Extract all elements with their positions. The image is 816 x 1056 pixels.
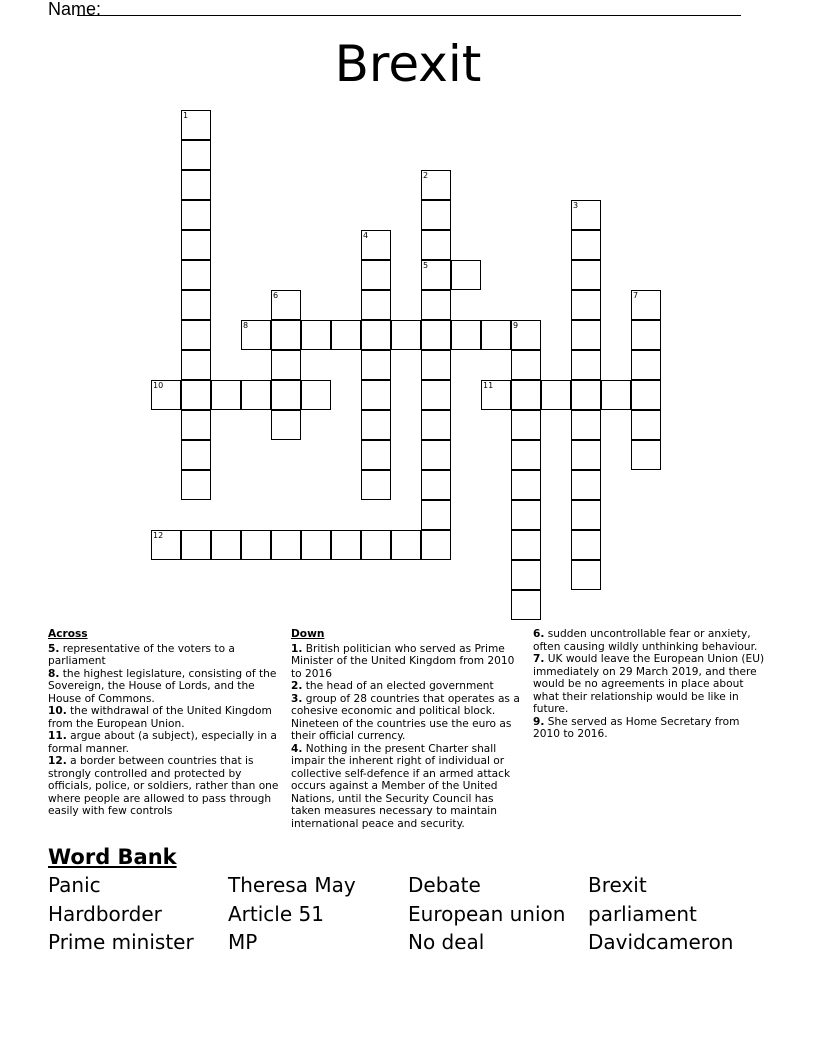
word-bank-item: Theresa May: [228, 873, 356, 897]
clue-number: 3: [573, 201, 579, 210]
grid-cell[interactable]: [181, 320, 211, 350]
grid-cell[interactable]: [181, 200, 211, 230]
grid-cell[interactable]: [361, 290, 391, 320]
grid-cell[interactable]: [361, 380, 391, 410]
clue-number: 1: [183, 111, 189, 120]
grid-cell[interactable]: [511, 560, 541, 590]
grid-cell[interactable]: [181, 380, 211, 410]
grid-cell[interactable]: [301, 320, 331, 350]
grid-cell[interactable]: [361, 440, 391, 470]
clue-item: [291, 680, 525, 693]
grid-cell[interactable]: [181, 170, 211, 200]
across-clue-list: [48, 643, 282, 818]
grid-cell[interactable]: [511, 380, 541, 410]
grid-cell[interactable]: [481, 380, 511, 410]
grid-cell[interactable]: [421, 500, 451, 530]
clue-text: the head of an elected government: [305, 680, 494, 692]
grid-cell[interactable]: [421, 200, 451, 230]
word-bank-item: Panic: [48, 873, 101, 897]
clue-text: UK would leave the European Union (EU) immediately on 29 March 2019, and there would be no agreements in place about what their relationship would be like in future.: [533, 653, 765, 715]
clue-number: 9: [513, 321, 519, 330]
clue-number: 2.: [291, 680, 303, 692]
clue-item: [291, 693, 525, 743]
grid-cell[interactable]: [181, 110, 211, 140]
clues-column-down-continued: [533, 628, 765, 741]
grid-cell[interactable]: [271, 380, 301, 410]
grid-cell[interactable]: [571, 470, 601, 500]
grid-cell[interactable]: [421, 440, 451, 470]
word-bank-item: No deal: [408, 930, 485, 954]
word-bank-item: Hardborder: [48, 901, 162, 926]
grid-cell[interactable]: [481, 320, 511, 350]
grid-cell[interactable]: [271, 350, 301, 380]
page-title: Brexit: [334, 35, 482, 93]
down-heading: Down: [291, 628, 325, 640]
word-bank-item: Article 51: [228, 901, 324, 926]
clue-item: [48, 668, 282, 706]
grid-cell[interactable]: [571, 530, 601, 560]
clue-number: 7: [633, 291, 639, 300]
clue-text: group of 28 countries that operates as a cohesive economic and political block. Nineteen of the countries use the euro as their official currency.: [291, 692, 520, 742]
clue-text: argue about (a subject), especially in a formal manner.: [48, 730, 277, 755]
clue-text: She served as Home Secretary from 2010 to 2016.: [533, 715, 740, 740]
grid-cell[interactable]: [571, 380, 601, 410]
clue-text: the withdrawal of the United Kingdom from the European Union.: [48, 705, 272, 730]
grid-cell[interactable]: [151, 380, 181, 410]
clue-item: [533, 716, 765, 741]
grid-cell[interactable]: [271, 530, 301, 560]
grid-cell[interactable]: [361, 320, 391, 350]
grid-cell[interactable]: [571, 200, 601, 230]
clue-text: a border between countries that is strongly controlled and protected by officials, police, or soldiers, rather than one where people are allowed to pass through easily with few controls: [48, 755, 279, 817]
clue-number: 5: [423, 261, 429, 270]
clue-number: 4: [363, 231, 369, 240]
grid-cell[interactable]: [361, 260, 391, 290]
clue-number: 11.: [48, 730, 67, 742]
grid-cell[interactable]: [241, 530, 271, 560]
clue-number: 8: [243, 321, 249, 330]
grid-cell[interactable]: [571, 230, 601, 260]
grid-cell[interactable]: [421, 470, 451, 500]
grid-cell[interactable]: [511, 410, 541, 440]
grid-cell[interactable]: [421, 230, 451, 260]
clues-column-across: [48, 628, 282, 818]
grid-cell[interactable]: [181, 470, 211, 500]
grid-cell[interactable]: [361, 350, 391, 380]
word-bank-item: Brexit: [588, 873, 647, 897]
grid-cell[interactable]: [181, 140, 211, 170]
clue-item: [291, 743, 525, 831]
grid-cell[interactable]: [571, 410, 601, 440]
grid-cell[interactable]: [571, 290, 601, 320]
grid-cell[interactable]: [331, 530, 361, 560]
grid-cell[interactable]: [421, 350, 451, 380]
grid-cell[interactable]: [511, 530, 541, 560]
clue-item: [533, 653, 765, 716]
grid-cell[interactable]: [631, 350, 661, 380]
grid-cell[interactable]: [361, 470, 391, 500]
clue-number: 2: [423, 171, 429, 180]
grid-cell[interactable]: [421, 380, 451, 410]
grid-cell[interactable]: [571, 560, 601, 590]
grid-cell[interactable]: [421, 170, 451, 200]
grid-cell[interactable]: [181, 290, 211, 320]
grid-cell[interactable]: [181, 410, 211, 440]
grid-cell[interactable]: [571, 320, 601, 350]
grid-cell[interactable]: [181, 350, 211, 380]
word-bank-item: MP: [228, 930, 258, 954]
clue-number: 1.: [291, 642, 303, 655]
grid-cell[interactable]: [571, 500, 601, 530]
grid-cell[interactable]: [541, 380, 571, 410]
word-bank-item: European union: [408, 901, 566, 926]
grid-cell[interactable]: [211, 530, 241, 560]
grid-cell[interactable]: [301, 530, 331, 560]
grid-cell[interactable]: [421, 410, 451, 440]
grid-cell[interactable]: [301, 380, 331, 410]
grid-cell[interactable]: [361, 230, 391, 260]
grid-cell[interactable]: [391, 320, 421, 350]
clue-number: 5.: [48, 642, 60, 655]
clue-number: 3.: [291, 692, 303, 705]
grid-cell[interactable]: [511, 470, 541, 500]
grid-cell[interactable]: [571, 440, 601, 470]
clue-text: representative of the voters to a parliament: [48, 642, 235, 667]
grid-cell[interactable]: [421, 530, 451, 560]
grid-cell[interactable]: [391, 530, 421, 560]
clue-text: Nothing in the present Charter shall impair the inherent right of individual or collective self-defence if an armed attack occurs against a Member of the United Nations, until the Security Council has taken measures necessary to maintain international peace and security.: [291, 742, 511, 830]
grid-cell[interactable]: [241, 380, 271, 410]
grid-cell[interactable]: [451, 320, 481, 350]
clue-number: 10: [153, 381, 164, 390]
grid-cell[interactable]: [271, 290, 301, 320]
grid-cell[interactable]: [631, 410, 661, 440]
grid-cell[interactable]: [511, 320, 541, 350]
clue-number: 12.: [48, 755, 67, 767]
grid-cell[interactable]: [151, 530, 181, 560]
grid-cell[interactable]: [271, 320, 301, 350]
clue-item: [533, 628, 765, 653]
grid-cell[interactable]: [421, 290, 451, 320]
clue-number: 10.: [48, 705, 67, 717]
grid-cell[interactable]: [331, 320, 361, 350]
grid-cell[interactable]: [361, 410, 391, 440]
down-clue-list-continued: [533, 628, 765, 741]
clue-text: British politician who served as Prime Minister of the United Kingdom from 2010 to 2016: [291, 642, 515, 680]
grid-cell[interactable]: [241, 320, 271, 350]
clue-number: 9.: [533, 715, 545, 728]
clue-number: 4.: [291, 742, 303, 755]
name-label: Name:: [48, 0, 102, 19]
name-field[interactable]: [77, 15, 741, 16]
grid-cell[interactable]: [181, 440, 211, 470]
grid-cell[interactable]: [181, 230, 211, 260]
grid-cell[interactable]: [631, 290, 661, 320]
clue-item: [48, 643, 282, 668]
grid-cell[interactable]: [211, 380, 241, 410]
grid-cell[interactable]: [181, 530, 211, 560]
grid-cell[interactable]: [451, 260, 481, 290]
word-bank-item: Debate: [408, 873, 481, 897]
grid-cell[interactable]: [571, 350, 601, 380]
clue-item: [48, 755, 282, 818]
clue-number: 6: [273, 291, 279, 300]
grid-cell[interactable]: [601, 380, 631, 410]
grid-cell[interactable]: [571, 260, 601, 290]
grid-cell[interactable]: [511, 500, 541, 530]
clue-text: the highest legislature, consisting of the Sovereign, the House of Lords, and the House of Commons.: [48, 667, 277, 705]
across-heading: Across: [48, 628, 88, 640]
grid-cell[interactable]: [511, 440, 541, 470]
grid-cell[interactable]: [361, 530, 391, 560]
grid-cell[interactable]: [631, 380, 661, 410]
clue-item: [48, 730, 282, 755]
clue-text: sudden uncontrollable fear or anxiety, often causing wildly unthinking behaviour.: [533, 628, 758, 653]
clue-number: 8.: [48, 667, 60, 680]
grid-cell[interactable]: [271, 410, 301, 440]
clue-number: 6.: [533, 628, 545, 640]
grid-cell[interactable]: [631, 440, 661, 470]
clue-number: 12: [153, 531, 164, 540]
down-clue-list: [291, 643, 525, 831]
word-bank-item: Prime minister: [48, 930, 194, 954]
word-bank-item: Davidcameron: [588, 930, 734, 954]
clues-column-down: [291, 628, 525, 830]
grid-cell[interactable]: [511, 590, 541, 620]
clue-item: [291, 643, 525, 681]
grid-cell[interactable]: [421, 260, 451, 290]
clue-number: 11: [483, 381, 494, 390]
clue-item: [48, 705, 282, 730]
word-bank-item: parliament: [588, 901, 697, 926]
word-bank-heading: Word Bank: [48, 845, 177, 869]
grid-cell[interactable]: [511, 350, 541, 380]
clue-number: 7.: [533, 653, 545, 665]
grid-cell[interactable]: [631, 320, 661, 350]
grid-cell[interactable]: [421, 320, 451, 350]
grid-cell[interactable]: [181, 260, 211, 290]
